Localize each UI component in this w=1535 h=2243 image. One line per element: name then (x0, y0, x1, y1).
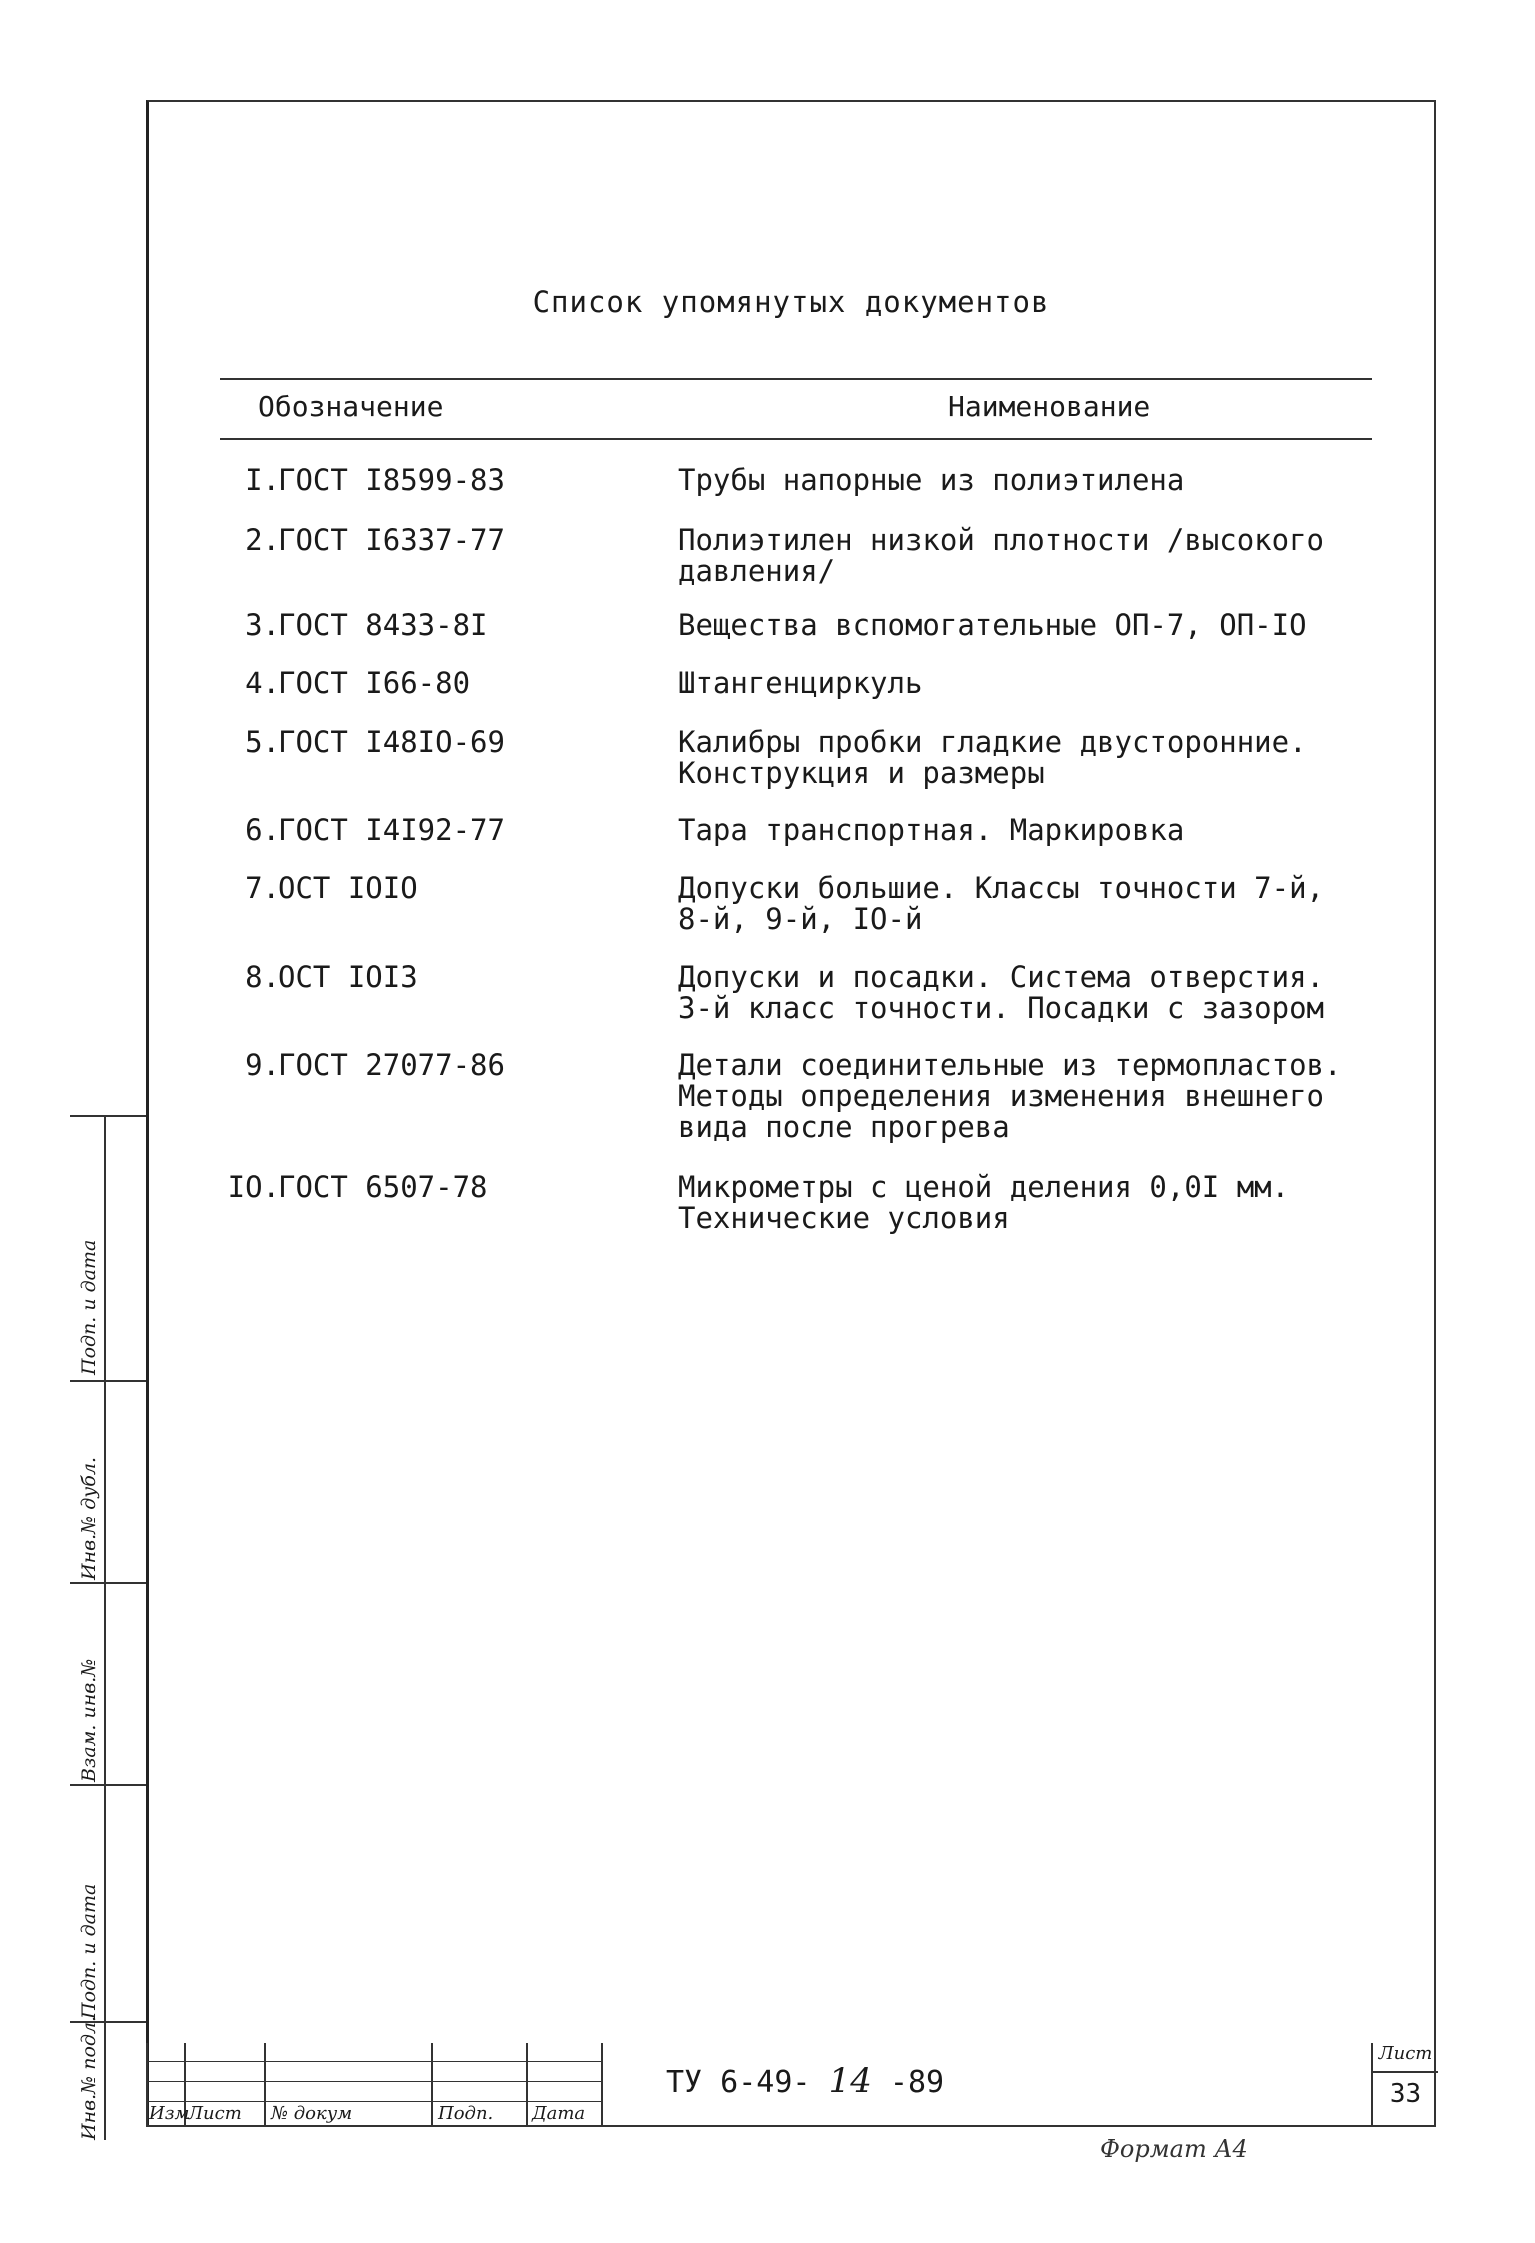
item-number: 6. (245, 813, 280, 847)
item-title (678, 815, 1398, 846)
doc-prefix: ТУ 6-49- (666, 2065, 811, 2100)
item-title (678, 873, 1398, 935)
document-title: Список упомянутых документов (532, 285, 1050, 319)
side-stamp-label: Инв.№ дубл. (78, 1457, 100, 1580)
item-title (678, 610, 1398, 641)
item-title-line: Допуски большие. Классы точности 7-й, (678, 871, 1325, 905)
side-stamp-divider (104, 1115, 106, 2140)
item-title-line: 8-й, 9-й, IO-й (678, 902, 923, 936)
sheet-label: Лист (1373, 2043, 1438, 2073)
title-block (146, 2043, 1436, 2125)
item-number: 4. (245, 666, 280, 700)
grid-line (526, 2043, 528, 2125)
item-title (678, 525, 1398, 587)
column-label: Подп. (438, 2103, 494, 2124)
item-title (678, 962, 1398, 1024)
doc-suffix: -89 (889, 2065, 945, 2100)
item-designation: ГОСТ I4I92-77 (278, 813, 505, 847)
sheet-box (1371, 2043, 1438, 2125)
item-number: I. (245, 463, 280, 497)
item-title-line: Детали соединительные из термопластов. (678, 1048, 1342, 1082)
side-stamp-label: Взам. инв.№ (78, 1658, 100, 1782)
item-number: 3. (245, 608, 280, 642)
item-title (678, 1172, 1398, 1234)
column-header-name: Наименование (948, 390, 1151, 423)
item-title-line: Допуски и посадки. Система отверстия. (678, 960, 1325, 994)
grid-line (146, 2081, 601, 2082)
sheet-number: 33 (1389, 2079, 1422, 2109)
table-top-rule (220, 378, 1372, 380)
document-designation (666, 2061, 944, 2101)
item-title-line: вида после прогрева (678, 1110, 1010, 1144)
grid-line (601, 2043, 603, 2125)
grid-line (146, 2061, 601, 2062)
item-title-line: Микрометры с ценой деления 0,0I мм. (678, 1170, 1290, 1204)
side-stamp-label: Подп. и дата (78, 1239, 100, 1375)
bottom-rule (146, 2125, 1436, 2127)
grid-line (431, 2043, 433, 2125)
column-label: № докум (271, 2103, 353, 2124)
item-designation: ГОСТ I66-80 (278, 666, 471, 700)
column-header-code: Обозначение (258, 390, 444, 423)
item-designation: ГОСТ 27077-86 (278, 1048, 505, 1082)
item-title (678, 1050, 1398, 1143)
item-designation: ОСТ IOI3 (278, 960, 418, 994)
item-designation: ГОСТ 6507-78 (278, 1170, 488, 1204)
item-designation: ГОСТ I8599-83 (278, 463, 505, 497)
item-designation: ГОСТ 8433-8I (278, 608, 488, 642)
item-title-line: Технические условия (678, 1201, 1010, 1235)
grid-line (146, 2043, 148, 2125)
doc-number-handwritten: 14 (828, 2061, 872, 2101)
item-title-line: Полиэтилен низкой плотности /высокого (678, 523, 1325, 557)
item-title-line: Тара транспортная. Маркировка (678, 813, 1185, 847)
item-title-line: Методы определения изменения внешнего (678, 1079, 1325, 1113)
title-block-grid (146, 2043, 601, 2125)
column-label: Изм (149, 2103, 190, 2124)
item-title (678, 465, 1398, 496)
item-title-line: Штангенциркуль (678, 666, 923, 700)
item-title-line: Вещества вспомогательные ОП-7, ОП-IO (678, 608, 1307, 642)
item-number: IO. (227, 1170, 280, 1204)
item-title-line: Калибры пробки гладкие двусторонние. (678, 725, 1307, 759)
grid-line (264, 2043, 266, 2125)
item-title (678, 727, 1398, 789)
item-title-line: давления/ (678, 554, 836, 588)
item-number: 5. (245, 725, 280, 759)
side-stamp-label: Инв.№ подл. (78, 2015, 100, 2140)
side-stamp-label: Подп. и дата (78, 1883, 100, 2019)
side-stamp (70, 1115, 148, 2140)
item-title-line: Трубы напорные из полиэтилена (678, 463, 1185, 497)
item-title-line: Конструкция и размеры (678, 756, 1045, 790)
item-number: 8. (245, 960, 280, 994)
item-number: 7. (245, 871, 280, 905)
format-label: Формат А4 (1100, 2135, 1248, 2163)
item-title (678, 668, 1398, 699)
grid-line (146, 2101, 601, 2102)
item-number: 2. (245, 523, 280, 557)
item-designation: ОСТ IOIO (278, 871, 418, 905)
item-title-line: 3-й класс точности. Посадки с зазором (678, 991, 1325, 1025)
item-designation: ГОСТ I48IO-69 (278, 725, 505, 759)
table-header-rule (220, 438, 1372, 440)
item-designation: ГОСТ I6337-77 (278, 523, 505, 557)
column-label: Лист (188, 2103, 242, 2124)
item-number: 9. (245, 1048, 280, 1082)
column-label: Дата (532, 2103, 586, 2124)
